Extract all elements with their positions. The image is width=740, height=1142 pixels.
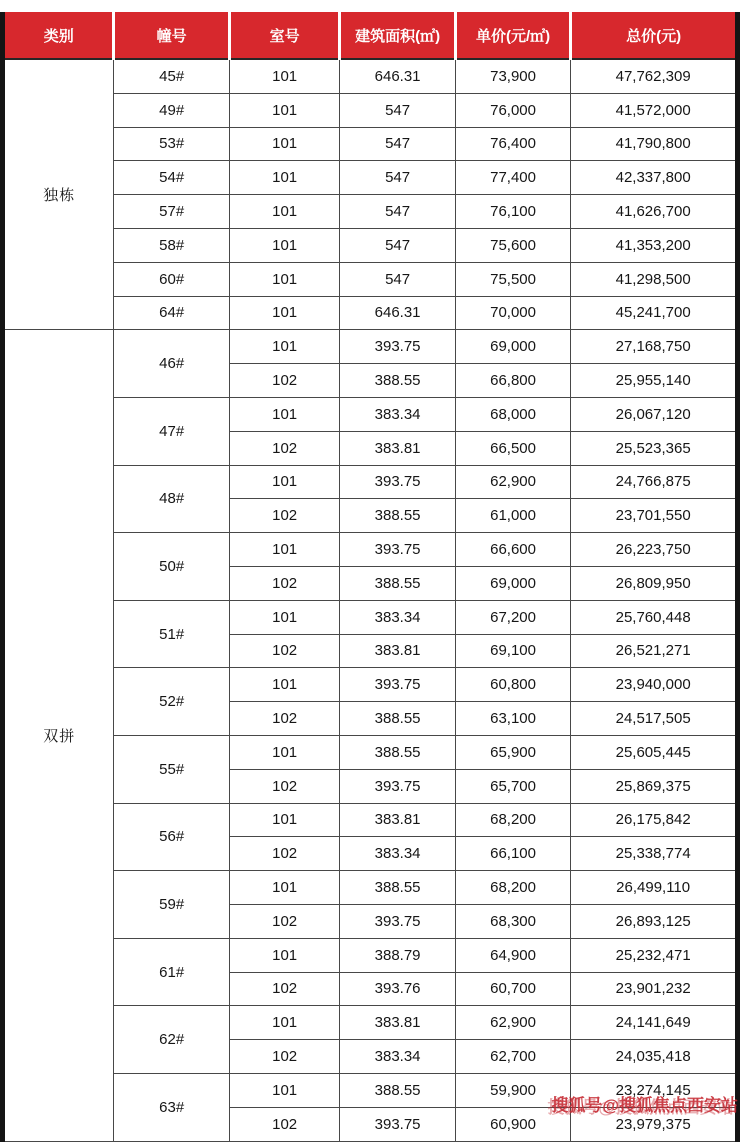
total-price-cell: 24,035,418 (571, 1040, 738, 1074)
area-cell: 383.81 (340, 431, 455, 465)
total-price-cell: 26,067,120 (571, 397, 738, 431)
building-number-cell: 63# (114, 1073, 229, 1141)
area-cell: 547 (340, 127, 455, 161)
table-row (3, 59, 738, 93)
total-price-cell: 25,760,448 (571, 600, 738, 634)
room-number-cell: 102 (229, 769, 339, 803)
building-number-cell: 59# (114, 871, 229, 939)
price-table-body (3, 59, 738, 1141)
area-cell: 383.81 (340, 803, 455, 837)
total-price-cell: 26,223,750 (571, 533, 738, 567)
unit-price-cell: 68,200 (455, 803, 570, 837)
unit-price-cell: 70,000 (455, 296, 570, 330)
unit-price-cell: 66,100 (455, 837, 570, 871)
total-price-cell: 26,499,110 (571, 871, 738, 905)
room-number-cell: 101 (229, 1073, 339, 1107)
unit-price-cell: 76,400 (455, 127, 570, 161)
area-cell: 393.75 (340, 904, 455, 938)
total-price-cell: 24,141,649 (571, 1006, 738, 1040)
total-price-cell: 41,353,200 (571, 228, 738, 262)
category-cell: 独栋 (3, 59, 114, 330)
area-cell: 393.75 (340, 668, 455, 702)
area-cell: 393.75 (340, 533, 455, 567)
building-number-cell: 55# (114, 735, 229, 803)
area-cell: 388.55 (340, 871, 455, 905)
unit-price-cell: 62,900 (455, 465, 570, 499)
unit-price-cell: 63,100 (455, 702, 570, 736)
area-cell: 383.34 (340, 397, 455, 431)
room-number-cell: 102 (229, 431, 339, 465)
room-number-cell: 102 (229, 634, 339, 668)
room-number-cell: 101 (229, 668, 339, 702)
room-number-cell: 101 (229, 938, 339, 972)
room-number-cell: 102 (229, 904, 339, 938)
unit-price-cell: 76,100 (455, 195, 570, 229)
unit-price-cell: 68,200 (455, 871, 570, 905)
total-price-cell: 41,572,000 (571, 93, 738, 127)
table-row (3, 330, 738, 364)
total-price-cell: 25,523,365 (571, 431, 738, 465)
building-number-cell: 57# (114, 195, 229, 229)
area-cell: 547 (340, 228, 455, 262)
building-number-cell: 51# (114, 600, 229, 668)
area-cell: 547 (340, 161, 455, 195)
building-number-cell: 49# (114, 93, 229, 127)
total-price-cell: 25,869,375 (571, 769, 738, 803)
header-category: 类别 (3, 12, 114, 59)
area-cell: 547 (340, 262, 455, 296)
building-number-cell: 46# (114, 330, 229, 398)
unit-price-cell: 75,500 (455, 262, 570, 296)
total-price-cell: 41,298,500 (571, 262, 738, 296)
room-number-cell: 101 (229, 127, 339, 161)
unit-price-cell: 75,600 (455, 228, 570, 262)
unit-price-cell: 76,000 (455, 93, 570, 127)
area-cell: 383.81 (340, 1006, 455, 1040)
header-row (3, 12, 738, 59)
unit-price-cell: 66,500 (455, 431, 570, 465)
watermark: 搜狐号@搜狐焦点西安站 (551, 1096, 738, 1115)
unit-price-cell: 68,300 (455, 904, 570, 938)
unit-price-cell: 62,700 (455, 1040, 570, 1074)
total-price-cell: 26,809,950 (571, 566, 738, 600)
room-number-cell: 101 (229, 397, 339, 431)
unit-price-cell: 67,200 (455, 600, 570, 634)
table-header (3, 12, 738, 59)
room-number-cell: 101 (229, 1006, 339, 1040)
area-cell: 388.55 (340, 702, 455, 736)
room-number-cell: 101 (229, 161, 339, 195)
building-number-cell: 48# (114, 465, 229, 533)
unit-price-cell: 59,900 (455, 1073, 570, 1107)
room-number-cell: 101 (229, 803, 339, 837)
area-cell: 646.31 (340, 296, 455, 330)
total-price-cell: 42,337,800 (571, 161, 738, 195)
total-price-cell: 23,979,375 (571, 1107, 738, 1141)
area-cell: 388.55 (340, 1073, 455, 1107)
building-number-cell: 62# (114, 1006, 229, 1074)
building-number-cell: 58# (114, 228, 229, 262)
total-price-cell: 25,338,774 (571, 837, 738, 871)
unit-price-cell: 69,100 (455, 634, 570, 668)
area-cell: 388.55 (340, 364, 455, 398)
total-price-cell: 25,605,445 (571, 735, 738, 769)
price-table (0, 12, 740, 1142)
header-room-number: 室号 (229, 12, 339, 59)
area-cell: 547 (340, 93, 455, 127)
area-cell: 393.76 (340, 972, 455, 1006)
total-price-cell: 26,175,842 (571, 803, 738, 837)
unit-price-cell: 69,000 (455, 566, 570, 600)
unit-price-cell: 66,600 (455, 533, 570, 567)
room-number-cell: 102 (229, 1107, 339, 1141)
area-cell: 646.31 (340, 59, 455, 93)
area-cell: 393.75 (340, 330, 455, 364)
room-number-cell: 101 (229, 330, 339, 364)
header-unit-price: 单价(元/㎡) (455, 12, 570, 59)
total-price-cell: 26,521,271 (571, 634, 738, 668)
room-number-cell: 101 (229, 262, 339, 296)
area-cell: 383.81 (340, 634, 455, 668)
room-number-cell: 102 (229, 702, 339, 736)
unit-price-cell: 66,800 (455, 364, 570, 398)
price-table-page (0, 12, 740, 1133)
header-total-price: 总价(元) (571, 12, 738, 59)
room-number-cell: 102 (229, 499, 339, 533)
area-cell: 383.34 (340, 600, 455, 634)
building-number-cell: 64# (114, 296, 229, 330)
room-number-cell: 101 (229, 533, 339, 567)
total-price-cell: 23,901,232 (571, 972, 738, 1006)
total-price-cell: 23,274,145 (571, 1073, 738, 1107)
area-cell: 393.75 (340, 1107, 455, 1141)
total-price-cell: 24,517,505 (571, 702, 738, 736)
room-number-cell: 102 (229, 1040, 339, 1074)
total-price-cell: 25,232,471 (571, 938, 738, 972)
building-number-cell: 50# (114, 533, 229, 601)
category-cell: 双拼 (3, 330, 114, 1141)
total-price-cell: 47,762,309 (571, 59, 738, 93)
room-number-cell: 101 (229, 465, 339, 499)
room-number-cell: 102 (229, 364, 339, 398)
unit-price-cell: 73,900 (455, 59, 570, 93)
unit-price-cell: 64,900 (455, 938, 570, 972)
room-number-cell: 101 (229, 93, 339, 127)
area-cell: 383.34 (340, 1040, 455, 1074)
area-cell: 383.34 (340, 837, 455, 871)
area-cell: 393.75 (340, 465, 455, 499)
area-cell: 388.79 (340, 938, 455, 972)
building-number-cell: 61# (114, 938, 229, 1006)
total-price-cell: 45,241,700 (571, 296, 738, 330)
area-cell: 388.55 (340, 566, 455, 600)
total-price-cell: 25,955,140 (571, 364, 738, 398)
area-cell: 393.75 (340, 769, 455, 803)
room-number-cell: 101 (229, 59, 339, 93)
unit-price-cell: 65,900 (455, 735, 570, 769)
unit-price-cell: 65,700 (455, 769, 570, 803)
total-price-cell: 27,168,750 (571, 330, 738, 364)
building-number-cell: 54# (114, 161, 229, 195)
total-price-cell: 41,626,700 (571, 195, 738, 229)
header-building-number: 幢号 (114, 12, 229, 59)
building-number-cell: 53# (114, 127, 229, 161)
room-number-cell: 101 (229, 296, 339, 330)
room-number-cell: 101 (229, 871, 339, 905)
area-cell: 547 (340, 195, 455, 229)
building-number-cell: 60# (114, 262, 229, 296)
unit-price-cell: 61,000 (455, 499, 570, 533)
building-number-cell: 52# (114, 668, 229, 736)
area-cell: 388.55 (340, 499, 455, 533)
unit-price-cell: 62,900 (455, 1006, 570, 1040)
area-cell: 388.55 (340, 735, 455, 769)
room-number-cell: 102 (229, 972, 339, 1006)
room-number-cell: 101 (229, 228, 339, 262)
room-number-cell: 101 (229, 600, 339, 634)
building-number-cell: 45# (114, 59, 229, 93)
unit-price-cell: 60,900 (455, 1107, 570, 1141)
room-number-cell: 101 (229, 195, 339, 229)
building-number-cell: 56# (114, 803, 229, 871)
unit-price-cell: 77,400 (455, 161, 570, 195)
room-number-cell: 102 (229, 837, 339, 871)
total-price-cell: 41,790,800 (571, 127, 738, 161)
unit-price-cell: 60,700 (455, 972, 570, 1006)
unit-price-cell: 60,800 (455, 668, 570, 702)
building-number-cell: 47# (114, 397, 229, 465)
unit-price-cell: 68,000 (455, 397, 570, 431)
total-price-cell: 24,766,875 (571, 465, 738, 499)
unit-price-cell: 69,000 (455, 330, 570, 364)
total-price-cell: 26,893,125 (571, 904, 738, 938)
room-number-cell: 102 (229, 566, 339, 600)
room-number-cell: 101 (229, 735, 339, 769)
total-price-cell: 23,701,550 (571, 499, 738, 533)
total-price-cell: 23,940,000 (571, 668, 738, 702)
header-building-area: 建筑面积(㎡) (340, 12, 455, 59)
